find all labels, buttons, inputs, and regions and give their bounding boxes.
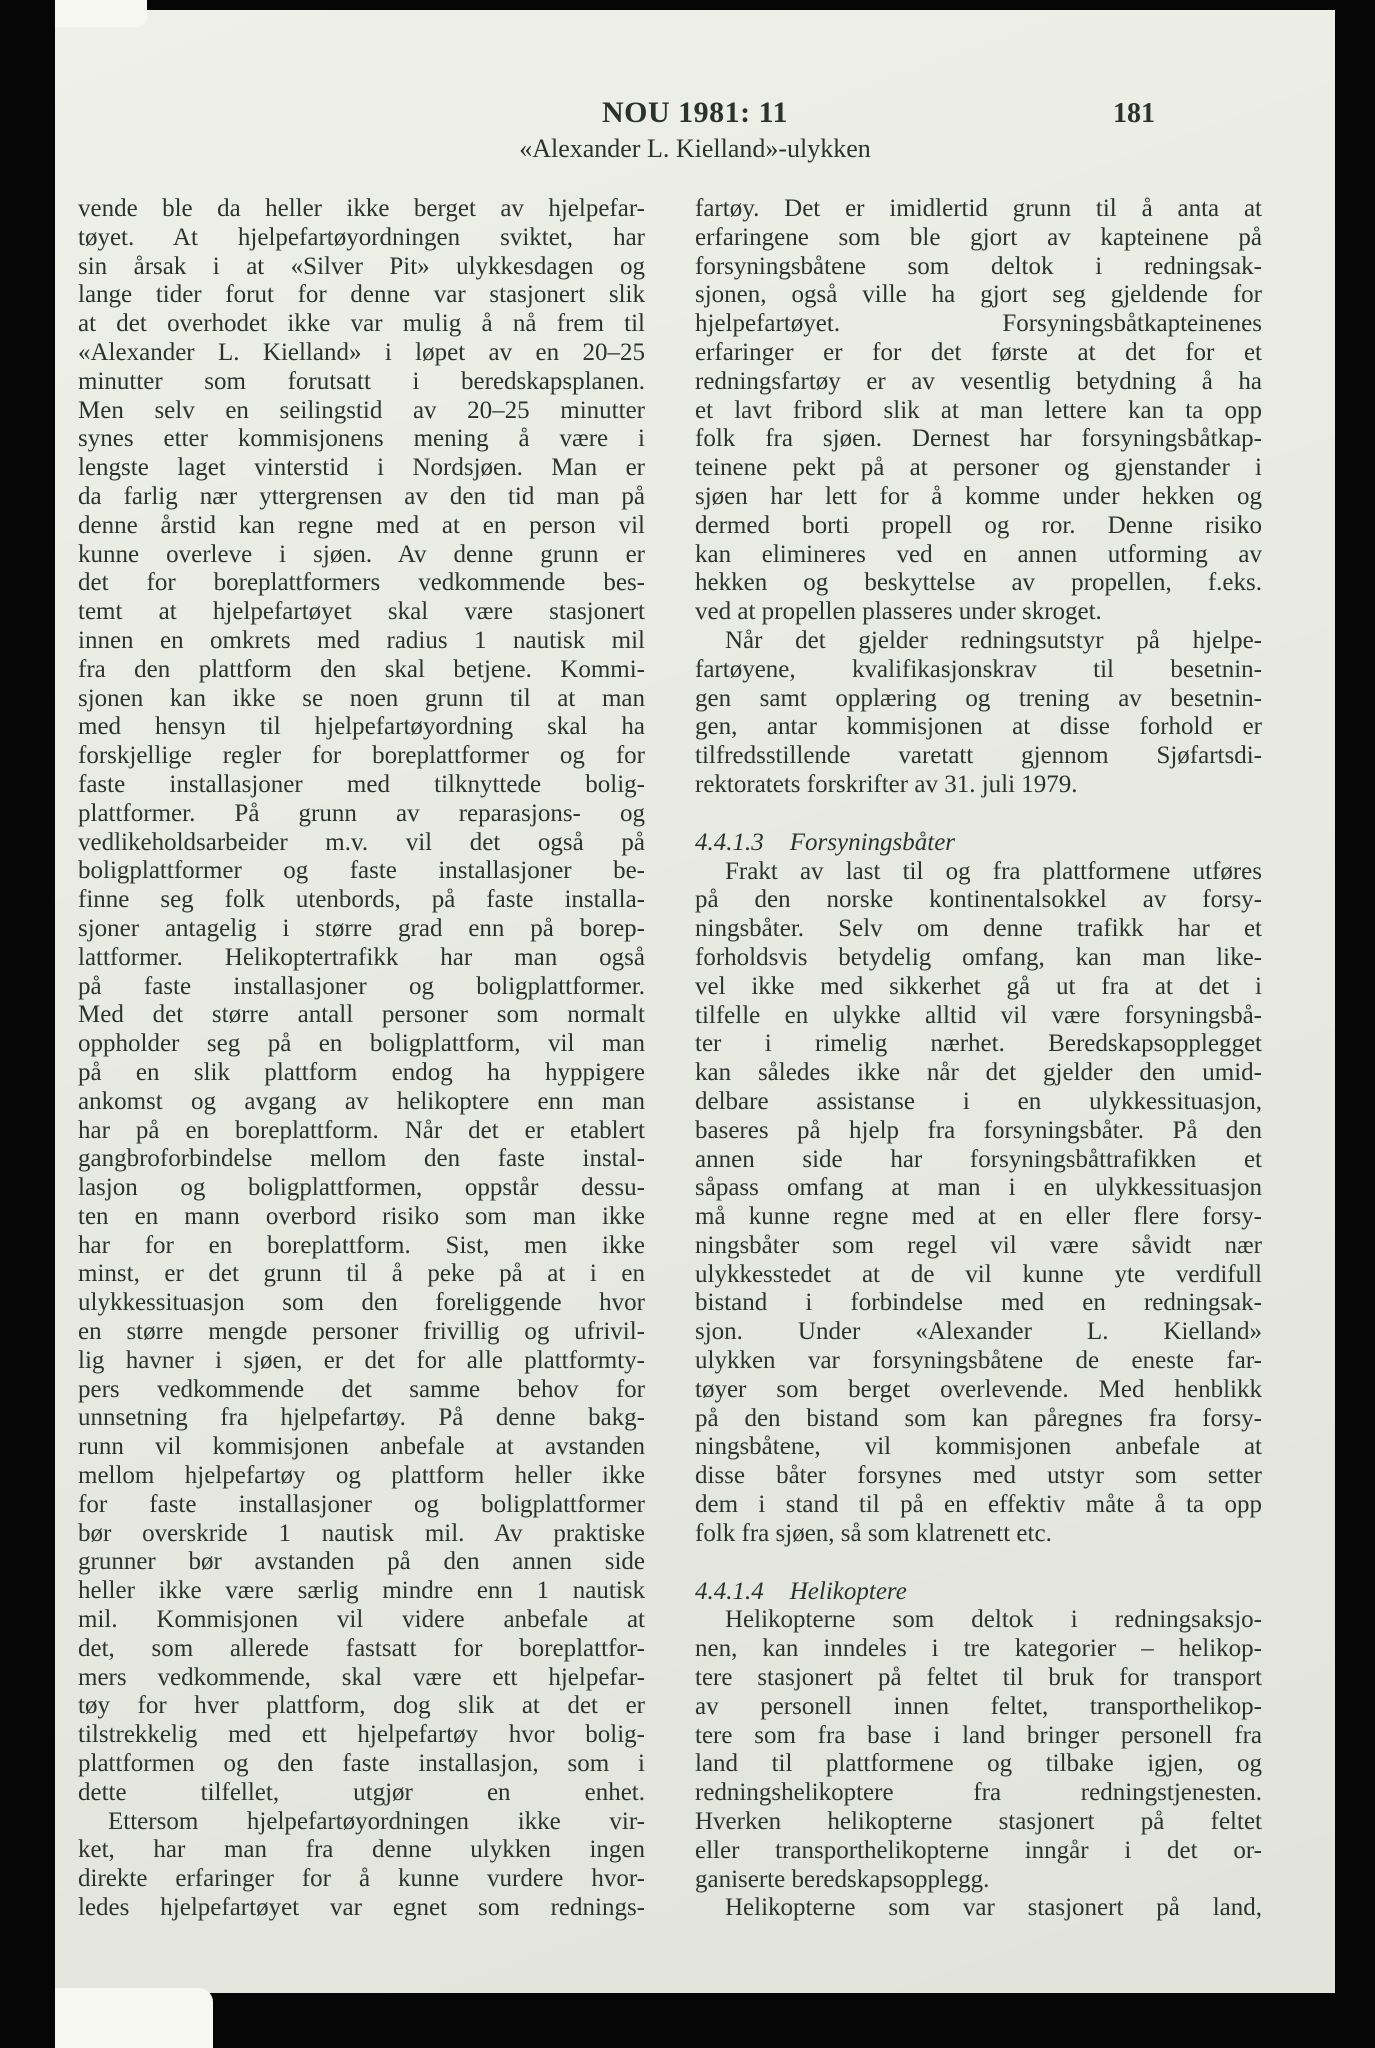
text-line: kan således ikke når det gjelder den umid-	[695, 1059, 1262, 1087]
text-line: forholdsvis betydelig omfang, kan man like-	[695, 943, 1262, 971]
text-line: redningshelikoptere fra redningstjenesten.	[695, 1779, 1262, 1807]
text-line: Frakt av last til og fra plattformene utføres	[725, 857, 1262, 885]
paragraph	[78, 195, 645, 1808]
text-line: redningsfartøy er av vesentlig betydning å ha	[695, 367, 1262, 395]
text-line: erfaringer er for det første at det for et	[695, 338, 1262, 366]
section-number: 4.4.1.3	[695, 828, 764, 856]
text-line: plattformer. På grunn av reparasjons- og	[78, 799, 645, 827]
text-line: synes etter kommisjonens mening å være i	[78, 425, 645, 453]
text-line: en større mengde personer frivillig og ufrivil-	[78, 1318, 645, 1346]
text-line: på den norske kontinentalsokkel av forsy-	[695, 886, 1262, 914]
page-number: 181	[1113, 98, 1155, 129]
text-line: finne seg folk utenbords, på faste installa-	[78, 886, 645, 914]
text-line: det, som allerede fastsatt for boreplattfor-	[78, 1634, 645, 1662]
text-line: mil. Kommisjonen vil videre anbefale at	[78, 1606, 645, 1634]
paragraph	[78, 1808, 645, 1923]
text-line: dette tilfellet, utgjør en enhet.	[78, 1778, 645, 1806]
text-line: gen samt opplæring og trening av besetnin-	[695, 684, 1262, 712]
text-line: minutter som forutsatt i beredskapsplanen.	[78, 367, 645, 395]
paragraph	[695, 627, 1262, 800]
text-line: denne årstid kan regne med at en person vil	[78, 511, 645, 539]
text-line: disse båter forsynes med utstyr som setter	[695, 1462, 1262, 1490]
document-title: NOU 1981: 11	[602, 96, 788, 129]
paragraph	[695, 1894, 1262, 1923]
text-line: sjon. Under «Alexander L. Kielland»	[695, 1318, 1262, 1346]
text-line: ket, har man fra denne ulykken ingen	[78, 1836, 645, 1864]
text-line: tere stasjonert på feltet til bruk for transport	[695, 1664, 1262, 1692]
text-line: ningsbåter. Selv om denne trafikk har et	[695, 915, 1262, 943]
text-line: boligplattformer og faste installasjoner be-	[78, 857, 645, 885]
text-line: tøyer som berget overlevende. Med henblikk	[695, 1375, 1262, 1403]
text-line: ankomst og avgang av helikoptere enn man	[78, 1087, 645, 1115]
text-line: tilstrekkelig med ett hjelpefartøy hvor bolig-	[78, 1721, 645, 1749]
section-title: Helikoptere	[789, 1577, 907, 1605]
text-line: fartøy. Det er imidlertid grunn til å anta at	[695, 195, 1262, 222]
text-line: sin årsak i at «Silver Pit» ulykkesdagen og	[78, 252, 645, 280]
section-title: Forsyningsbåter	[789, 828, 956, 856]
text-line: sjoner antagelig i større grad enn på borep-	[78, 914, 645, 942]
text-line: Ettersom hjelpefartøyordningen ikke vir-	[108, 1807, 645, 1835]
text-line: har på en boreplattform. Når det er etablert	[78, 1116, 645, 1144]
text-line: pers vedkommende det samme behov for	[78, 1375, 645, 1403]
text-line: Helikopterne som deltok i redningsaksjo-	[725, 1606, 1262, 1634]
text-line: såpass omfang at man i en ulykkessituasjon	[695, 1174, 1262, 1202]
text-line: tøyet. At hjelpefartøyordningen sviktet, har	[78, 223, 645, 251]
text-line: baseres på hjelp fra forsyningsbåter. På den	[695, 1116, 1262, 1144]
page-corner-top	[55, 0, 147, 27]
text-line: ulykkesstedet at de vil kunne yte verdifull	[695, 1260, 1262, 1288]
text-line: innen en omkrets med radius 1 nautisk mil	[78, 626, 645, 654]
text-line: det for boreplattformers vedkommende bes-	[78, 569, 645, 597]
text-line: ved at propellen plasseres under skroget.	[695, 598, 1102, 626]
text-line: oppholder seg på en boligplattform, vil man	[78, 1030, 645, 1058]
text-line: på en slik plattform endog ha hyppigere	[78, 1058, 645, 1086]
text-line: Hverken helikopterne stasjonert på feltet	[695, 1808, 1262, 1836]
text-line: har for en boreplattform. Sist, men ikke	[78, 1231, 645, 1259]
text-line: hekken og beskyttelse av propellen, f.eks.	[695, 569, 1262, 597]
text-line: eller transporthelikopterne inngår i det or-	[695, 1836, 1262, 1864]
text-line: da farlig nær yttergrensen av den tid man på	[78, 482, 645, 510]
text-line: ningsbåtene, vil kommisjonen anbefale at	[695, 1433, 1262, 1461]
text-line: folk fra sjøen. Dernest har forsyningsbåtkap-	[695, 425, 1262, 453]
text-line: fra den plattform den skal betjene. Kommi-	[78, 655, 645, 683]
text-line: grunner bør avstanden på den annen side	[78, 1548, 645, 1576]
text-line: tilfelle en ulykke alltid vil være forsyningsbå-	[695, 1001, 1262, 1029]
text-line: fartøyene, kvalifikasjonskrav til besetnin-	[695, 655, 1262, 683]
section-heading	[695, 829, 1262, 858]
text-line: delbare assistanse i en ulykkessituasjon,	[695, 1087, 1262, 1115]
text-line: vende ble da heller ikke berget av hjelpefar-	[78, 195, 645, 222]
text-line: dem i stand til på en effektiv måte å ta opp	[695, 1491, 1262, 1519]
text-line: av personell innen feltet, transporthelikop-	[695, 1692, 1262, 1720]
text-line: «Alexander L. Kielland» i løpet av en 20–25	[78, 338, 645, 366]
text-line: annen side har forsyningsbåttrafikken et	[695, 1145, 1262, 1173]
text-line: ledes hjelpefartøyet var egnet som rednings-	[78, 1894, 645, 1922]
text-line: tere som fra base i land bringer personell fra	[695, 1721, 1262, 1749]
section-number: 4.4.1.4	[695, 1577, 764, 1605]
text-line: lig havner i sjøen, er det for alle plattformty-	[78, 1346, 645, 1374]
text-line: ganiserte beredskapsopplegg.	[695, 1865, 990, 1893]
text-line: bistand i forbindelse med en redningsak-	[695, 1289, 1262, 1317]
text-line: med hensyn til hjelpefartøyordning skal ha	[78, 713, 645, 741]
text-line: lengste laget vinterstid i Nordsjøen. Man er	[78, 454, 645, 482]
text-line: faste installasjoner med tilknyttede bolig-	[78, 770, 645, 798]
text-line: lange tider forut for denne var stasjonert slik	[78, 281, 645, 309]
text-line: mers vedkommende, skal være ett hjelpefar-	[78, 1663, 645, 1691]
text-line: ningsbåter som regel vil være såvidt nær	[695, 1231, 1262, 1259]
text-line: runn vil kommisjonen anbefale at avstanden	[78, 1433, 645, 1461]
text-line: vel ikke med sikkerhet gå ut fra at det i	[695, 972, 1262, 1000]
text-line: tilfredsstillende varetatt gjennom Sjøfartsdi-	[695, 742, 1262, 770]
text-line: tøy for hver plattform, dog slik at det er	[78, 1692, 645, 1720]
text-line: rektoratets forskrifter av 31. juli 1979.	[695, 770, 1078, 798]
column-right	[695, 195, 1262, 1923]
text-line: vedlikeholdsarbeider m.v. vil det også på	[78, 828, 645, 856]
text-line: sjøen har lett for å komme under hekken og	[695, 482, 1262, 510]
text-line: et lavt fribord slik at man lettere kan ta opp	[695, 396, 1262, 424]
text-line: på den bistand som kan påregnes fra forsy-	[695, 1404, 1262, 1432]
text-line: gen, antar kommisjonen at disse forhold er	[695, 713, 1262, 741]
text-line: kunne overleve i sjøen. Av denne grunn er	[78, 540, 645, 568]
text-line: ten en mann overbord risiko som man ikke	[78, 1202, 645, 1230]
text-line: lasjon og boligplattformen, oppstår dessu-	[78, 1174, 645, 1202]
text-line: på faste installasjoner og boligplattformer.	[78, 972, 645, 1000]
text-line: forskjellige regler for boreplattformer og for	[78, 742, 645, 770]
document-page	[55, 10, 1335, 1993]
text-line: hjelpefartøyet. Forsyningsbåtkapteinenes	[695, 310, 1262, 338]
text-line: plattformen og den faste installasjon, som i	[78, 1750, 645, 1778]
text-line: Med det større antall personer som normalt	[78, 1001, 645, 1029]
text-line: bør overskride 1 nautisk mil. Av praktiske	[78, 1519, 645, 1547]
text-line: erfaringene som ble gjort av kapteinene på	[695, 223, 1262, 251]
text-line: ter i rimelig nærhet. Beredskapsopplegget	[695, 1030, 1262, 1058]
text-line: Når det gjelder redningsutstyr på hjelpe-	[725, 626, 1262, 654]
text-line: mellom hjelpefartøy og plattform heller ikke	[78, 1462, 645, 1490]
text-line: Helikopterne som var stasjonert på land,	[725, 1894, 1262, 1922]
paragraph	[695, 858, 1262, 1549]
text-line: unnsetning fra hjelpefartøy. På denne bakg-	[78, 1404, 645, 1432]
text-columns	[78, 195, 1262, 1923]
text-line: for faste installasjoner og boligplattformer	[78, 1490, 645, 1518]
text-line: land til plattformene og tilbake igjen, og	[695, 1750, 1262, 1778]
text-line: minst, er det grunn til å peke på at i en	[78, 1260, 645, 1288]
paragraph	[695, 195, 1262, 627]
text-line: kan elimineres ved en annen utforming av	[695, 540, 1262, 568]
page-corner-bottom	[55, 1988, 213, 2048]
text-line: ulykken var forsyningsbåtene de eneste far-	[695, 1347, 1262, 1375]
paragraph	[695, 1606, 1262, 1894]
text-line: temt at hjelpefartøyet skal være stasjonert	[78, 598, 645, 626]
text-line: Men selv en seilingstid av 20–25 minutter	[78, 396, 645, 424]
text-line: at det overhodet ikke var mulig å nå frem til	[78, 310, 645, 338]
text-line: folk fra sjøen, så som klatrenett etc.	[695, 1519, 1052, 1547]
text-line: ulykkessituasjon som den foreliggende hvor	[78, 1289, 645, 1317]
document-subtitle: «Alexander L. Kielland»-ulykken	[519, 133, 871, 163]
text-line: heller ikke være særlig mindre enn 1 nautisk	[78, 1577, 645, 1605]
text-line: sjonen kan ikke se noen grunn til at man	[78, 684, 645, 712]
text-line: direkte erfaringer for å kunne vurdere hvor-	[78, 1865, 645, 1893]
text-line: forsyningsbåtene som deltok i redningsak-	[695, 252, 1262, 280]
text-line: teinene pekt på at personer og gjenstander i	[695, 454, 1262, 482]
text-line: sjonen, også ville ha gjort seg gjeldende for	[695, 281, 1262, 309]
section-heading	[695, 1578, 1262, 1607]
text-line: dermed borti propell og ror. Denne risiko	[695, 511, 1262, 539]
column-left	[78, 195, 645, 1923]
text-line: nen, kan inndeles i tre kategorier – helikop-	[695, 1635, 1262, 1663]
text-line: må kunne regne med at en eller flere forsy-	[695, 1203, 1262, 1231]
text-line: lattformer. Helikoptertrafikk har man også	[78, 943, 645, 971]
text-line: gangbroforbindelse mellom den faste instal-	[78, 1145, 645, 1173]
